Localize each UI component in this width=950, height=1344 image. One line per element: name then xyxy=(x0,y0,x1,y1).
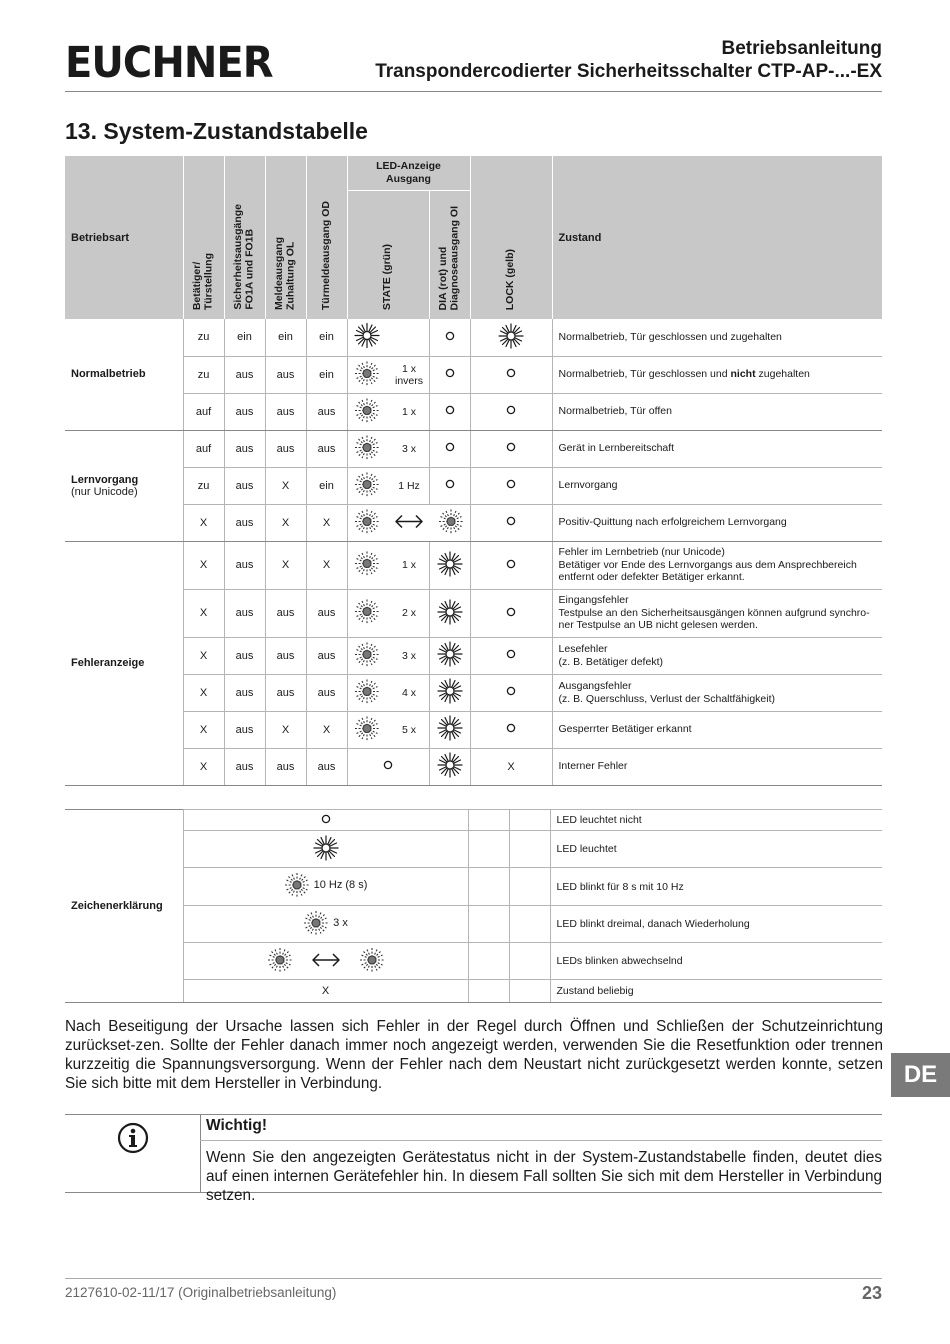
header-sicherheitsausgaenge xyxy=(224,156,265,319)
state-text: 1 x xyxy=(401,559,416,571)
led-blink-icon xyxy=(354,599,380,625)
alternate-arrow-icon xyxy=(394,514,424,528)
led-off-icon xyxy=(320,813,332,825)
led-blink-icon xyxy=(354,434,380,460)
zustand-text: Normalbetrieb, Tür geschlossen und xyxy=(558,368,731,381)
legend-symbol xyxy=(183,810,468,831)
important-title: Wichtig! xyxy=(206,1117,267,1134)
cell-meldeausgang: X xyxy=(265,504,306,541)
legend-symbol xyxy=(183,831,468,868)
cell-betaetiger: zu xyxy=(183,319,224,356)
header-zustand: Zustand xyxy=(552,156,882,319)
cell-tuermeldeausgang: X xyxy=(306,504,347,541)
cell-meldeausgang: aus xyxy=(265,589,306,637)
led-on-icon xyxy=(354,323,380,349)
led-blink-icon xyxy=(354,508,380,534)
header-meldeausgang xyxy=(265,156,306,319)
page-number: 23 xyxy=(861,1283,882,1303)
cell-zustand: Gesperrter Betätiger erkannt xyxy=(552,711,882,748)
legend-description: LED leuchtet xyxy=(550,831,882,868)
cell-betaetiger: X xyxy=(183,637,224,674)
legend-symbol-text: 3 x xyxy=(333,916,348,929)
cell-lock xyxy=(470,674,552,711)
legend-symbol-text: 10 Hz (8 s) xyxy=(313,879,368,891)
cell-betaetiger: X xyxy=(183,504,224,541)
cell-sicherheitsausgaenge: aus xyxy=(224,393,265,430)
state-text: 5 x xyxy=(401,723,416,736)
zustand-tail: zugehalten xyxy=(755,368,810,381)
cell-sicherheitsausgaenge: aus xyxy=(224,541,265,589)
legend-symbol xyxy=(183,868,468,906)
cell-state xyxy=(347,674,429,711)
legend-spacer xyxy=(468,810,509,831)
cell-tuermeldeausgang: aus xyxy=(306,748,347,785)
table-row xyxy=(65,637,882,674)
led-off-icon xyxy=(444,478,456,490)
state-text: 1 x xyxy=(401,405,416,418)
led-on-icon xyxy=(437,752,463,778)
legend-spacer xyxy=(468,943,509,980)
cell-betaetiger: X xyxy=(183,748,224,785)
legend-description: LED leuchtet nicht xyxy=(550,810,882,831)
legend-spacer xyxy=(509,868,550,906)
cell-betaetiger: auf xyxy=(183,393,224,430)
legend-spacer xyxy=(509,810,550,831)
led-off-icon xyxy=(505,478,517,490)
cell-meldeausgang: aus xyxy=(265,430,306,467)
led-blink-icon xyxy=(284,872,310,898)
cell-betaetiger: zu xyxy=(183,467,224,504)
legend-symbol xyxy=(183,906,468,943)
cell-lock xyxy=(470,504,552,541)
cell-tuermeldeausgang: aus xyxy=(306,637,347,674)
legend-spacer xyxy=(468,831,509,868)
cell-state xyxy=(347,430,429,467)
important-text: Wenn Sie den angezeigten Gerätestatus nicht in der System-Zustandstabelle finden, deutet dies auf einen internen Gerätefehler hin. In diesem Fall sollten Sie sich mit dem Hersteller in Verbindung setzen. xyxy=(206,1149,882,1204)
cell-zustand: Lesefehler (z. B. Betätiger defekt) xyxy=(552,637,882,674)
led-off-icon xyxy=(444,330,456,342)
header-betriebsart: Betriebsart xyxy=(65,156,183,319)
led-on-icon xyxy=(498,323,524,349)
cell-sicherheitsausgaenge: aus xyxy=(224,637,265,674)
legend-row xyxy=(65,906,882,943)
led-blink-icon xyxy=(354,551,380,577)
section-title: 13. System-Zustandstabelle xyxy=(65,118,368,144)
cell-lock xyxy=(470,711,552,748)
cell-state xyxy=(347,393,429,430)
cell-betaetiger: X xyxy=(183,674,224,711)
header-meldeausgang-label: Meldeausgang Zuhaltung OL xyxy=(273,237,297,310)
cell-state xyxy=(347,589,429,637)
cell-betaetiger: X xyxy=(183,589,224,637)
legend-row xyxy=(65,831,882,868)
legend-row xyxy=(65,943,882,980)
legend-symbol xyxy=(183,943,468,980)
header-divider xyxy=(65,91,882,92)
led-blink-icon xyxy=(354,715,380,741)
state-text: 4 x xyxy=(401,686,416,699)
legend-description: LED blinkt für 8 s mit 10 Hz xyxy=(550,868,882,906)
led-blink-icon xyxy=(354,397,380,423)
cell-zustand: Normalbetrieb, Tür geschlossen und zugehalten xyxy=(552,319,882,356)
table-row xyxy=(65,393,882,430)
cell-tuermeldeausgang: X xyxy=(306,541,347,589)
cell-dia xyxy=(429,589,470,637)
info-icon xyxy=(117,1122,149,1159)
cell-sicherheitsausgaenge: aus xyxy=(224,467,265,504)
led-off-icon xyxy=(382,759,394,771)
cell-meldeausgang: aus xyxy=(265,674,306,711)
important-box-top xyxy=(65,1114,882,1115)
led-on-icon xyxy=(313,835,339,861)
cell-meldeausgang: aus xyxy=(265,356,306,393)
state-text: 3 x xyxy=(401,442,416,455)
table-row xyxy=(65,711,882,748)
cell-lock xyxy=(470,637,552,674)
cell-tuermeldeausgang: aus xyxy=(306,589,347,637)
led-off-icon xyxy=(505,558,517,570)
cell-dia xyxy=(429,711,470,748)
cell-lock xyxy=(470,319,552,356)
cell-tuermeldeausgang: ein xyxy=(306,356,347,393)
legend-spacer xyxy=(509,906,550,943)
cell-meldeausgang: X xyxy=(265,541,306,589)
cell-zustand: Ausgangsfehler (z. B. Querschluss, Verlust der Schaltfähigkeit) xyxy=(552,674,882,711)
group-label xyxy=(65,541,183,785)
cell-zustand: Fehler im Lernbetrieb (nur Unicode) Betätiger vor Ende des Lernvorgangs aus dem Ansprechbereich entfernt oder defekter Betätiger erkannt. xyxy=(552,541,882,589)
document-title: Betriebsanleitung xyxy=(721,38,882,59)
table-row xyxy=(65,748,882,785)
header-betaetiger xyxy=(183,156,224,319)
led-off-icon xyxy=(505,515,517,527)
footer-divider xyxy=(65,1278,882,1279)
table-row xyxy=(65,541,882,589)
cell-state xyxy=(347,467,429,504)
cell-state-dia xyxy=(347,504,470,541)
cell-meldeausgang: X xyxy=(265,467,306,504)
cell-dia xyxy=(429,467,470,504)
table-row xyxy=(65,467,882,504)
alternate-arrow-icon xyxy=(311,953,341,967)
legend-description: LEDs blinken abwechselnd xyxy=(550,943,882,980)
cell-tuermeldeausgang: ein xyxy=(306,319,347,356)
euchner-logo: EUCHNER xyxy=(65,38,273,88)
header-lock-label: LOCK (gelb) xyxy=(504,248,517,310)
system-state-table xyxy=(65,156,882,786)
cell-meldeausgang: ein xyxy=(265,319,306,356)
cell-dia xyxy=(429,674,470,711)
legend-spacer xyxy=(509,831,550,868)
table-row xyxy=(65,356,882,393)
legend-spacer xyxy=(509,980,550,1003)
legend-row xyxy=(65,868,882,906)
state-text: 2 x xyxy=(401,607,416,619)
led-blink-icon xyxy=(359,947,385,973)
cell-dia xyxy=(429,393,470,430)
led-off-icon xyxy=(505,648,517,660)
led-on-icon xyxy=(437,715,463,741)
reset-paragraph: Nach Beseitigung der Ursache lassen sich Fehler in der Regel durch Öffnen und Schließen der Schutzeinrichtung zurückset-zen. Sollte der Fehler danach immer noch angezeigt werden, verwenden Sie die Resetfunktion oder trennen kurzzeitig die Spannungsversorgung. Wenn der Fehler nach dem Neustart nicht zurückgesetzt werden konnte, setzen Sie sich bitte mit dem Hersteller in Verbindung. xyxy=(65,1018,883,1092)
led-off-icon xyxy=(505,367,517,379)
legend-spacer xyxy=(468,906,509,943)
header-state-label: STATE (grün) xyxy=(381,243,394,310)
cell-dia xyxy=(429,748,470,785)
led-off-icon xyxy=(505,404,517,416)
cell-zustand: Lernvorgang xyxy=(552,467,882,504)
cell-zustand: Gerät in Lernbereitschaft xyxy=(552,430,882,467)
cell-state xyxy=(347,541,429,589)
led-off-icon xyxy=(444,404,456,416)
header-betaetiger-label: Betätiger/ Türstellung xyxy=(191,252,215,310)
led-blink-icon xyxy=(354,678,380,704)
legend-description: Zustand beliebig xyxy=(550,980,882,1003)
legend-row xyxy=(65,980,882,1003)
important-box-divider xyxy=(200,1114,201,1192)
legend-spacer xyxy=(468,980,509,1003)
table-row xyxy=(65,589,882,637)
table-row xyxy=(65,674,882,711)
legend-table xyxy=(65,809,882,1003)
state-text: 1 Hz xyxy=(398,479,420,492)
cell-state xyxy=(347,319,429,356)
led-off-icon xyxy=(444,441,456,453)
led-on-icon xyxy=(437,641,463,667)
led-off-icon xyxy=(505,441,517,453)
cell-lock xyxy=(470,467,552,504)
cell-sicherheitsausgaenge: aus xyxy=(224,674,265,711)
group-label xyxy=(65,319,183,430)
led-blink-icon xyxy=(438,508,464,534)
group-label xyxy=(65,430,183,541)
header-tuermeldeausgang xyxy=(306,156,347,319)
led-blink-icon xyxy=(303,910,329,936)
cell-betaetiger: auf xyxy=(183,430,224,467)
cell-state xyxy=(347,356,429,393)
cell-meldeausgang: aus xyxy=(265,637,306,674)
cell-dia xyxy=(429,541,470,589)
led-blink-icon xyxy=(354,471,380,497)
zustand-emphasis: nicht xyxy=(730,368,756,381)
led-blink-icon xyxy=(354,641,380,667)
cell-zustand: Interner Fehler xyxy=(552,748,882,785)
state-text: 1 x invers xyxy=(394,362,423,387)
group-label-text: Fehleranzeige xyxy=(71,657,145,669)
cell-sicherheitsausgaenge: aus xyxy=(224,430,265,467)
cell-betaetiger: X xyxy=(183,711,224,748)
cell-tuermeldeausgang: ein xyxy=(306,467,347,504)
led-on-icon xyxy=(437,551,463,577)
cell-lock xyxy=(470,541,552,589)
header-led-anzeige: LED-Anzeige Ausgang xyxy=(347,156,470,191)
cell-sicherheitsausgaenge: aus xyxy=(224,711,265,748)
led-on-icon xyxy=(437,678,463,704)
table-row xyxy=(65,430,882,467)
cell-betaetiger: X xyxy=(183,541,224,589)
cell-zustand: Positiv-Quittung nach erfolgreichem Lernvorgang xyxy=(552,504,882,541)
header-state xyxy=(347,191,429,320)
cell-sicherheitsausgaenge: aus xyxy=(224,504,265,541)
cell-lock xyxy=(470,356,552,393)
led-off-icon xyxy=(505,606,517,618)
legend-symbol xyxy=(183,980,468,1003)
state-text: 3 x xyxy=(401,649,416,662)
cell-lock xyxy=(470,430,552,467)
footer-doc-number: 2127610-02-11/17 (Originalbetriebsanleitung) xyxy=(65,1285,337,1300)
cell-sicherheitsausgaenge: aus xyxy=(224,748,265,785)
group-sublabel: (nur Unicode) xyxy=(71,485,138,498)
language-tab: DE xyxy=(891,1053,950,1097)
header-tuermeldeausgang-label: Türmeldeausgang OD xyxy=(319,200,332,310)
legend-symbol-text: X xyxy=(321,985,330,997)
group-label-text: Normalbetrieb xyxy=(71,368,146,381)
table-row xyxy=(65,319,882,356)
legend-label: Zeichenerklärung xyxy=(65,810,183,1003)
header-sicherheitsausgaenge-label: Sicherheitsausgänge FO1A und FO1B xyxy=(232,204,256,310)
cell-meldeausgang: aus xyxy=(265,748,306,785)
legend-spacer xyxy=(509,943,550,980)
document-subtitle: Transpondercodierter Sicherheitsschalter CTP-AP-...-EX xyxy=(375,61,882,82)
header-dia xyxy=(429,191,470,320)
cell-tuermeldeausgang: aus xyxy=(306,674,347,711)
cell-lock xyxy=(470,393,552,430)
cell-betaetiger: zu xyxy=(183,356,224,393)
led-off-icon xyxy=(444,367,456,379)
cell-sicherheitsausgaenge: aus xyxy=(224,589,265,637)
cell-tuermeldeausgang: aus xyxy=(306,430,347,467)
cell-meldeausgang: X xyxy=(265,711,306,748)
legend-row xyxy=(65,810,882,831)
cell-lock xyxy=(470,589,552,637)
cell-zustand: Normalbetrieb, Tür offen xyxy=(552,393,882,430)
cell-state xyxy=(347,711,429,748)
cell-sicherheitsausgaenge: aus xyxy=(224,356,265,393)
cell-zustand: Eingangsfehler Testpulse an den Sicherheitsausgängen können aufgrund synchro- ner Testpulse an UB nicht gelesen werden. xyxy=(552,589,882,637)
header-lock xyxy=(470,156,552,319)
cell-sicherheitsausgaenge: ein xyxy=(224,319,265,356)
cell-lock: X xyxy=(470,748,552,785)
cell-tuermeldeausgang: X xyxy=(306,711,347,748)
cell-dia xyxy=(429,637,470,674)
header-dia-label: DIA (rot) und Diagnoseausgang OI xyxy=(437,205,461,310)
cell-zustand xyxy=(552,356,882,393)
cell-meldeausgang: aus xyxy=(265,393,306,430)
cell-tuermeldeausgang: aus xyxy=(306,393,347,430)
cell-dia xyxy=(429,356,470,393)
important-title-rule xyxy=(200,1140,882,1141)
legend-spacer xyxy=(468,868,509,906)
led-on-icon xyxy=(437,599,463,625)
led-off-icon xyxy=(505,685,517,697)
legend-description: LED blinkt dreimal, danach Wiederholung xyxy=(550,906,882,943)
led-blink-icon xyxy=(267,947,293,973)
cell-dia xyxy=(429,319,470,356)
table-row xyxy=(65,504,882,541)
cell-dia xyxy=(429,430,470,467)
cell-state xyxy=(347,637,429,674)
led-off-icon xyxy=(505,722,517,734)
cell-state xyxy=(347,748,429,785)
led-blink-icon xyxy=(354,360,380,386)
group-label-text: Lernvorgang xyxy=(71,473,139,486)
